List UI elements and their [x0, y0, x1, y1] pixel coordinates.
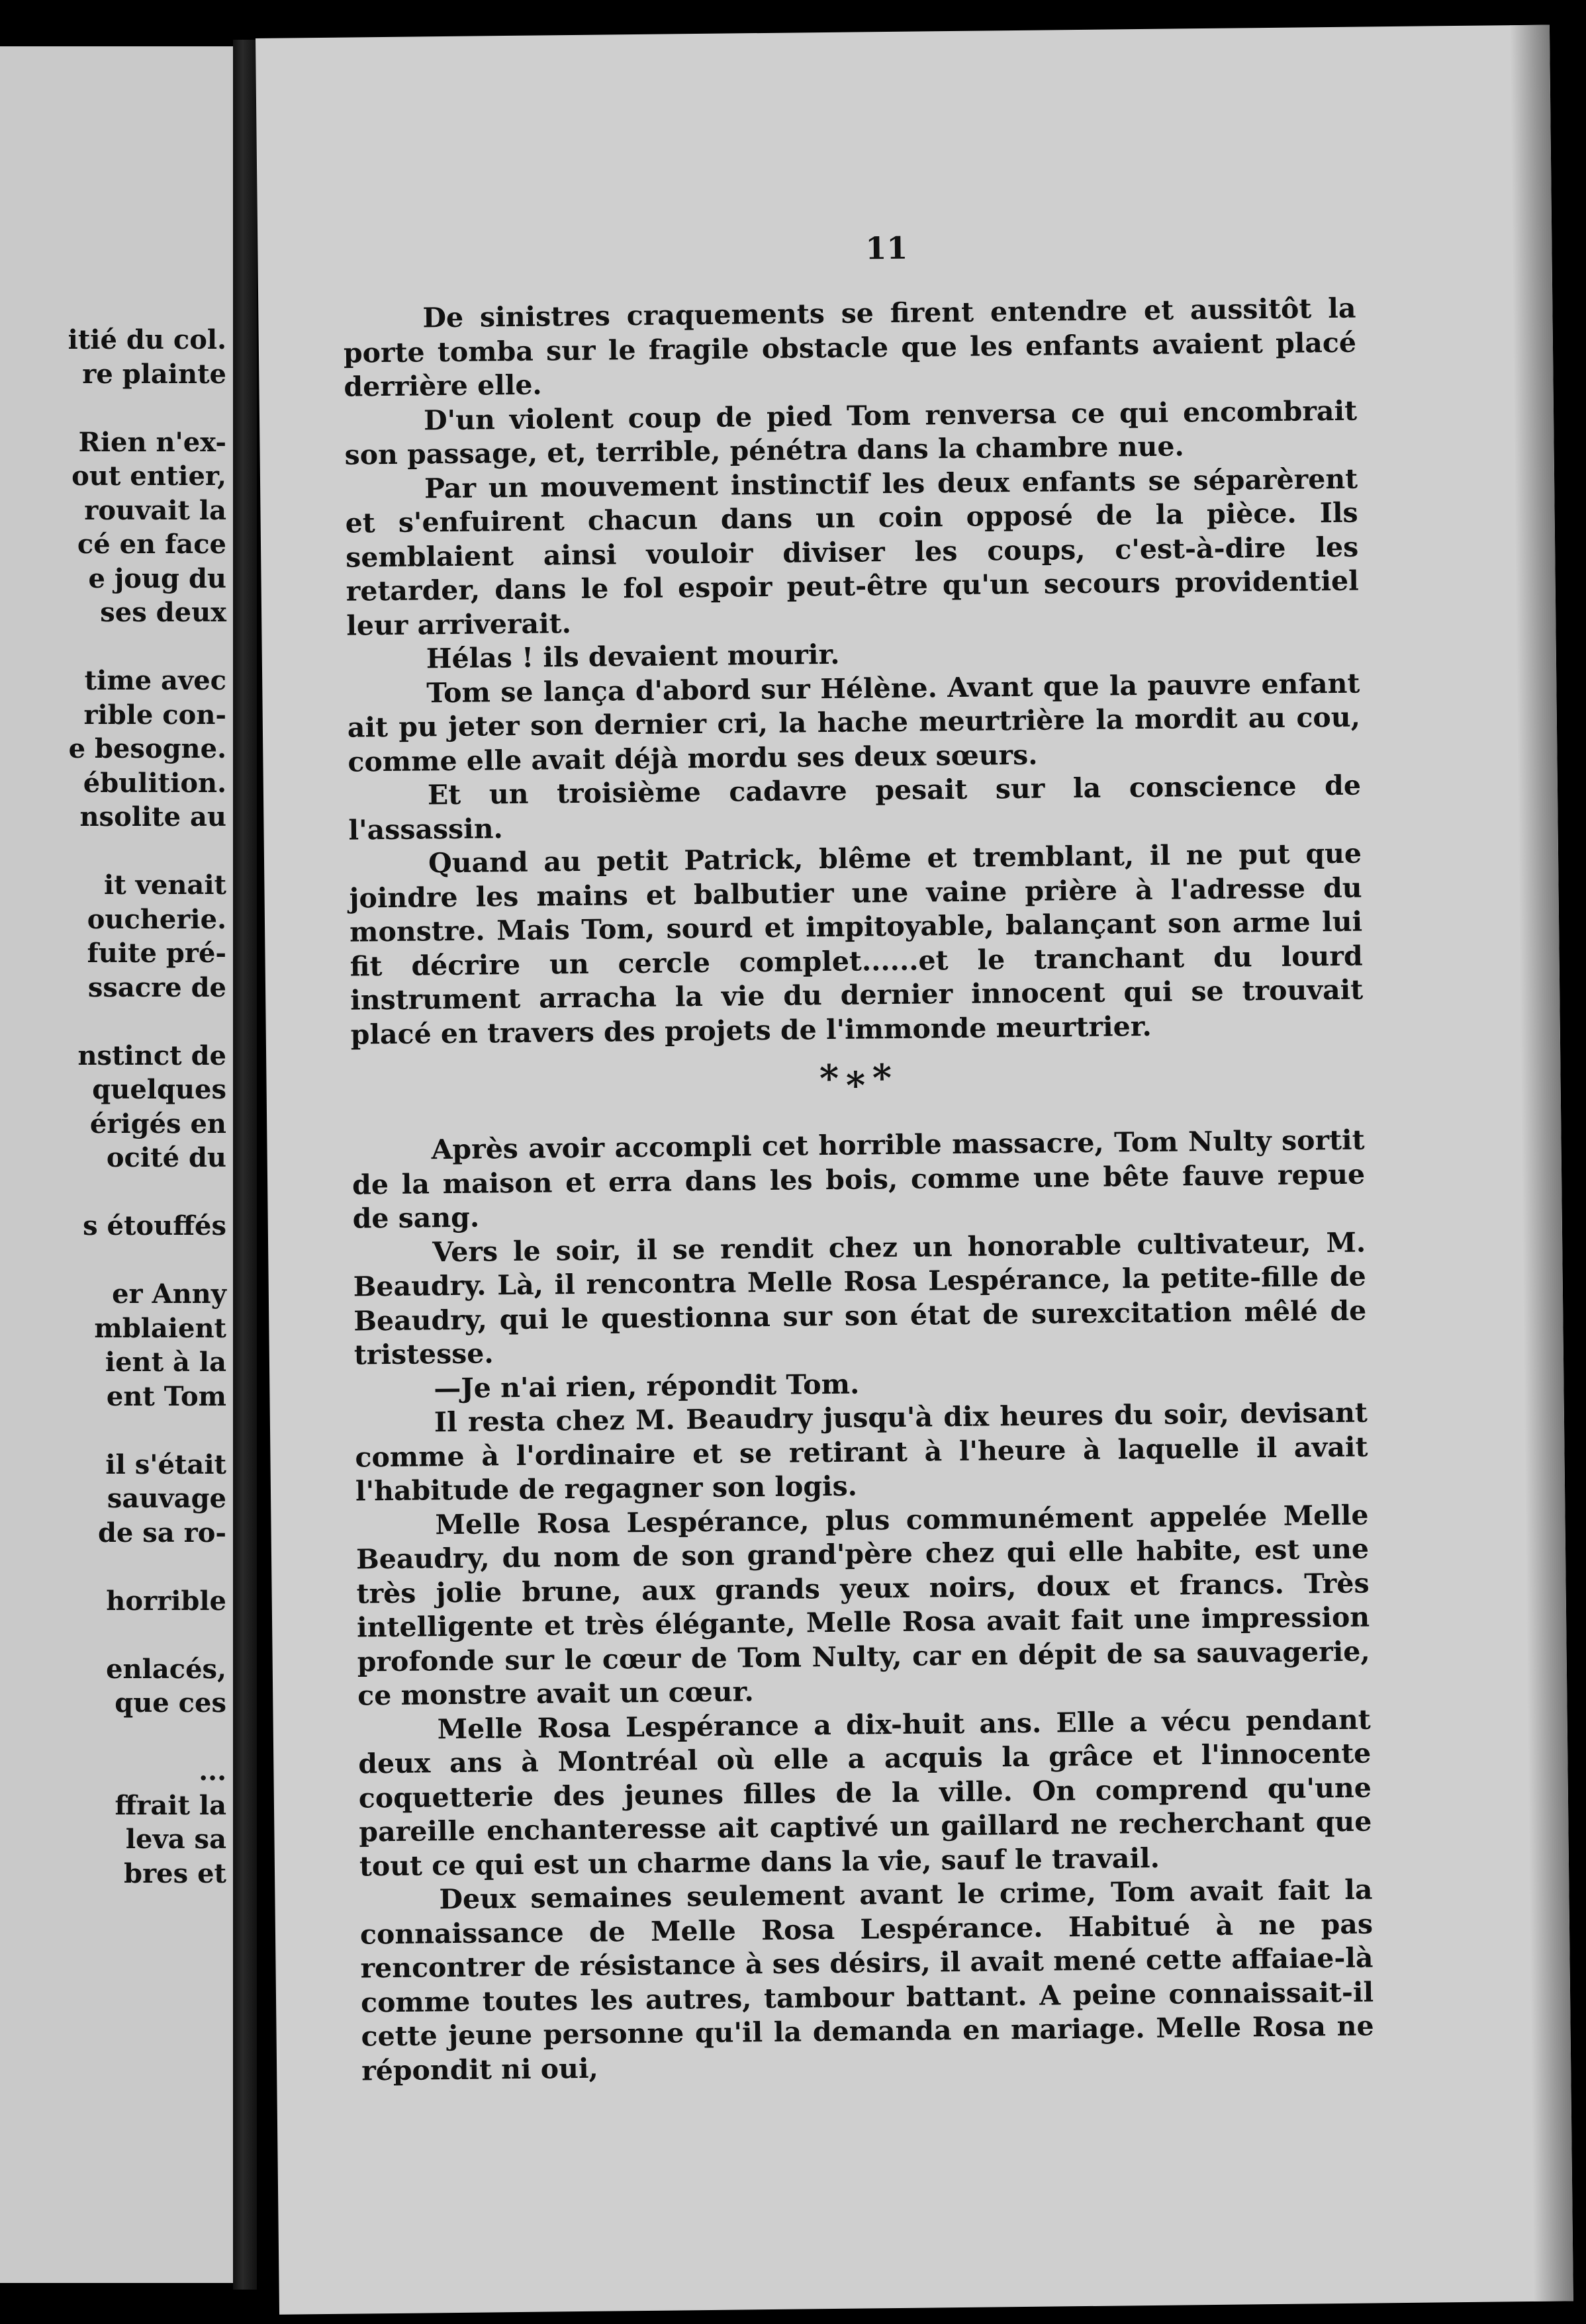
left-page-line: Rien n'ex- [78, 426, 226, 458]
left-page-line: sauvage [107, 1483, 226, 1514]
section-separator: *∗* [819, 1055, 896, 1101]
left-page-line: mblaient [94, 1312, 226, 1344]
left-page-line: quelques [92, 1074, 226, 1105]
left-page-line: ffrait la [115, 1789, 226, 1821]
left-page-line: e joug du [88, 562, 226, 594]
left-page-line: e besogne. [68, 733, 226, 764]
left-page-line: ... [199, 1756, 226, 1787]
paragraph: De sinistres craquements se firent entendre et aussitôt la porte tomba sur le fragile obstacle que les enfants avaient placé derrière elle. [343, 292, 1357, 403]
left-page-line: cé en face [77, 529, 226, 560]
paragraph: Deux semaines seulement avant le crime, Tom avait fait la connaissance de Melle Rosa Lespérance. Habitué à ne pas rencontrer de résistance à ses désirs, il avait mené cette affaiae-là comme toutes les autres, tambour battant. A peine connaissait-il cette jeune personne qu'il la demanda en mariage. Melle Rosa ne répondit ni oui, [359, 1873, 1374, 2086]
left-page-line: time avec [84, 665, 226, 696]
left-page-line: ssacre de [87, 971, 226, 1003]
left-page-line: ocité du [106, 1142, 226, 1173]
paragraph: Par un mouvement instinctif les deux enfants se séparèrent et s'enfuirent chacun dans un coin opposé de la pièce. Ils semblaient ainsi vouloir diviser les coups, c'est-à-dire les retarder, dans le fol espoir peut-être qu'un secours providentiel leur arriverait. [345, 463, 1359, 642]
paragraph: D'un violent coup de pied Tom renversa ce qui encombrait son passage, et, terrible, pénétra dans la chambre nue. [344, 394, 1358, 471]
paragraph: Après avoir accompli cet horrible massacre, Tom Nulty sortit de la maison et erra dans les bois, comme une bête fauve repue de sang. [351, 1124, 1366, 1235]
left-page-line: ent Tom [106, 1380, 226, 1412]
left-page-line: ébulition. [83, 767, 226, 799]
paragraph: —Je n'ai rien, répondit Tom. [434, 1368, 860, 1404]
left-page-fragment [0, 46, 238, 2283]
left-page-line: it venait [104, 870, 226, 901]
paragraph: Tom se lança d'abord sur Hélène. Avant que la pauvre enfant ait pu jeter son dernier cri, la hache meurtrière la mordit au cou, comme elle avait déjà mordu ses deux sœurs. [347, 667, 1361, 778]
left-page-line: horrible [106, 1585, 226, 1617]
paragraph: Quand au petit Patrick, blême et tremblant, il ne put que joindre les mains et balbutier une vaine prière à l'adresse du monstre. Mais Tom, sourd et impitoyable, balançant son arme lui fit décrire un cercle complet......et le tranchant du lourd instrument arracha la vie du dernier innocent qui se trouvait placé en travers des projets de l'immonde meurtrier. [349, 837, 1364, 1051]
left-page-line: er Anny [112, 1278, 226, 1310]
left-page-line: bres et [124, 1857, 226, 1889]
paragraph: Vers le soir, il se rendit chez un honorable cultivateur, M. Beaudry. Là, il rencontra Melle Rosa Lespérance, la petite-fille de Beaudry, qui le questionna sur son état de surexcitation mêlé de tristesse. [353, 1226, 1367, 1371]
left-page-line: s étouffés [83, 1210, 226, 1241]
left-page-line: out entier, [71, 461, 226, 492]
left-page-line: il s'était [105, 1449, 226, 1480]
left-page-line: re plainte [82, 358, 226, 390]
left-page-line: ient à la [105, 1347, 226, 1378]
left-page-line: nstinct de [77, 1040, 226, 1071]
left-page-line: rible con- [83, 699, 226, 731]
left-page-line: nsolite au [79, 801, 226, 832]
left-page-line: érigés en [89, 1108, 226, 1140]
main-page [256, 25, 1573, 2315]
paragraph: Hélas ! ils devaient mourir. [426, 638, 840, 675]
left-page-line: enlacés, [106, 1653, 226, 1685]
left-page-line: de sa ro- [97, 1517, 226, 1548]
page-number: 11 [865, 230, 908, 267]
left-page-line: leva sa [125, 1824, 226, 1855]
page-edge-shadow [1510, 25, 1573, 2302]
binding-gutter [233, 40, 257, 2290]
left-page-line: que ces [115, 1687, 226, 1719]
left-page-line: rouvait la [84, 494, 226, 526]
left-page-line: ses deux [100, 597, 226, 628]
paragraph: Et un troisième cadavre pesait sur la conscience de l'assassin. [348, 769, 1362, 846]
left-page-line: fuite pré- [87, 938, 226, 969]
body-text [343, 292, 1374, 2088]
paragraph: Il resta chez M. Beaudry jusqu'à dix heures du soir, devisant comme à l'ordinaire et se retirant à l'heure à laquelle il avait l'habitude de regagner son logis. [355, 1396, 1368, 1507]
paragraph: Melle Rosa Lespérance, plus communément appelée Melle Beaudry, du nom de son grand'père chez qui elle habite, est une très jolie brune, aux grands yeux noirs, doux et francs. Très intelligente et très élégante, Melle Rosa avait fait une impression profonde sur le cœur de Tom Nulty, car en dépit de sa sauvagerie, ce monstre avait un cœur. [355, 1499, 1370, 1712]
paragraph: Melle Rosa Lespérance a dix-huit ans. Elle a vécu pendant deux ans à Montréal où elle a acquis la grâce et l'innocente coquetterie des jeunes filles de la ville. On comprend qu'une pareille enchanteresse ait captivé un gaillard ne recherchant que tout ce qui est un charme dans la vie, sauf le travail. [358, 1703, 1372, 1883]
left-page-line: oucherie. [87, 903, 226, 935]
left-page-line: itié du col. [68, 324, 226, 355]
